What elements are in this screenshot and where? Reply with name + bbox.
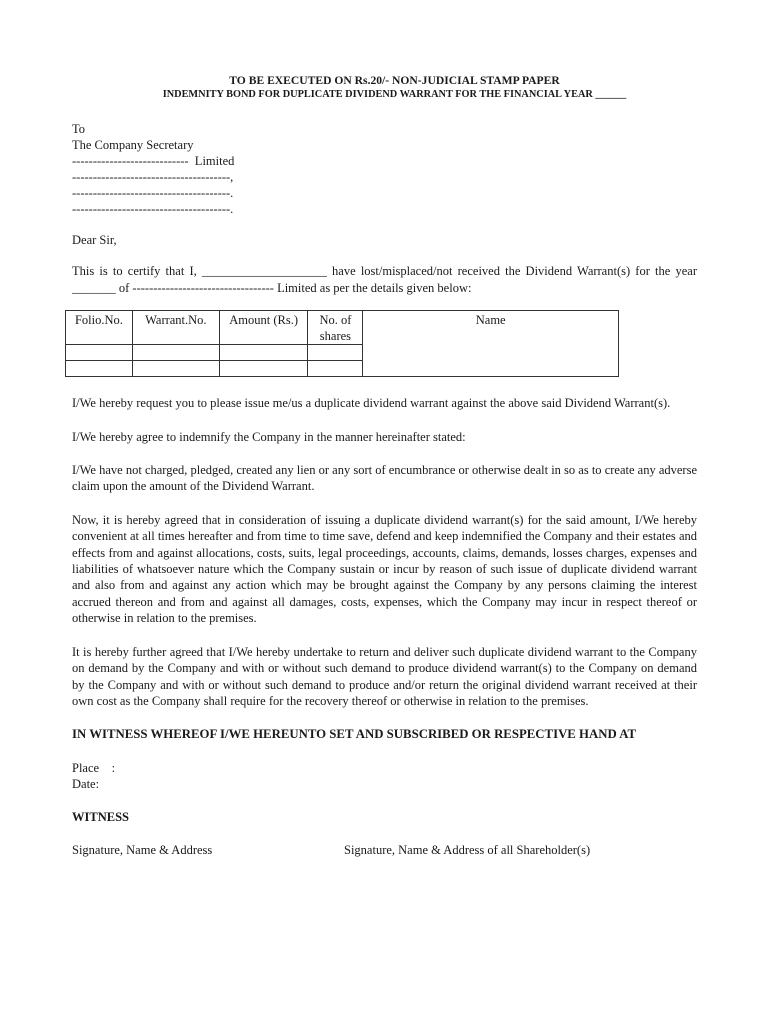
address-line-3: --------------------------------------. bbox=[72, 186, 234, 200]
date-label: Date: bbox=[72, 776, 100, 791]
address-block bbox=[72, 121, 697, 217]
request-paragraph: I/We hereby request you to please issue me/us a duplicate dividend warrant against the above said Dividend Warrant(s). bbox=[72, 396, 671, 411]
witness-heading: WITNESS bbox=[72, 809, 129, 824]
bond-title: INDEMNITY BOND FOR DUPLICATE DIVIDEND WARRANT FOR THE FINANCIAL YEAR ______ bbox=[162, 89, 627, 100]
address-line-2: --------------------------------------, bbox=[72, 170, 234, 184]
table-cell bbox=[219, 361, 308, 377]
table-cell bbox=[132, 345, 219, 361]
header-name: Name bbox=[363, 311, 619, 377]
table-header-row bbox=[66, 311, 619, 345]
table-cell bbox=[132, 361, 219, 377]
not-charged-paragraph: I/We have not charged, pledged, created any lien or any sort of encumbrance or otherwise dealt in so as to create any adverse claim upon the amount of the Dividend Warrant. bbox=[72, 463, 697, 494]
certification-paragraph: This is to certify that I, ____________________ have lost/misplaced/not received the Dividend Warrant(s) for the year _______ of ---------------------------------- Limited as per the details given below: bbox=[72, 264, 697, 295]
header-no-of-shares: No. of shares bbox=[308, 311, 363, 345]
table-cell bbox=[219, 345, 308, 361]
stamp-paper-heading: TO BE EXECUTED ON Rs.20/- NON-JUDICIAL STAMP PAPER bbox=[229, 74, 560, 87]
place-date-block bbox=[72, 760, 697, 792]
address-line-4: --------------------------------------. bbox=[72, 202, 234, 216]
header-folio-no: Folio.No. bbox=[66, 311, 133, 345]
address-to: To bbox=[72, 122, 86, 136]
address-line-company: ---------------------------- Limited bbox=[72, 154, 235, 168]
shareholder-signature-label: Signature, Name & Address of all Shareholder(s) bbox=[344, 843, 591, 858]
table-cell bbox=[308, 361, 363, 377]
header-amount: Amount (Rs.) bbox=[219, 311, 308, 345]
header-warrant-no: Warrant.No. bbox=[132, 311, 219, 345]
further-agreement-paragraph: It is hereby further agreed that I/We hereby undertake to return and deliver such duplicate dividend warrant to the Company on demand by the Company and with or without such demand to produce dividend warrant(s) to the Company on demand by the Company and with or without such demand to produce and/or return the original dividend warrant received at their own cost as the Company shall require for the recovery thereof or otherwise in relation to the premises. bbox=[72, 644, 697, 708]
place-label: Place : bbox=[72, 760, 116, 775]
table-cell bbox=[66, 361, 133, 377]
in-witness-heading: IN WITNESS WHEREOF I/WE HEREUNTO SET AND SUBSCRIBED OR RESPECTIVE HAND AT bbox=[72, 727, 637, 742]
witness-signature-label: Signature, Name & Address bbox=[72, 843, 213, 858]
table-cell bbox=[308, 345, 363, 361]
indemnity-bond-document bbox=[72, 74, 697, 860]
agree-paragraph: I/We hereby agree to indemnify the Company in the manner hereinafter stated: bbox=[72, 429, 466, 444]
address-recipient: The Company Secretary bbox=[72, 138, 194, 152]
salutation: Dear Sir, bbox=[72, 233, 117, 247]
indemnity-paragraph: Now, it is hereby agreed that in consideration of issuing a duplicate dividend warrant(s) for the said amount, I/We hereby convenient at all times hereafter and from time to time save, defend and keep indemnified the Company and their estates and effects from and against allocations, costs, suits, legal proceedings, accounts, claims, demands, losses charges, expenses and liabilities of whatsoever nature which the Company sustain or incur by reason of such issue of duplicate dividend warrant and also from and against any action which may be brought against the Company by any persons claiming the interest accrued thereon and from and against all damages, costs, expenses, which the Company may incur in respect thereof or otherwise in relation to the premises. bbox=[72, 512, 697, 626]
table-cell bbox=[66, 345, 133, 361]
warrant-details-table bbox=[65, 310, 619, 377]
signature-row bbox=[72, 842, 697, 860]
